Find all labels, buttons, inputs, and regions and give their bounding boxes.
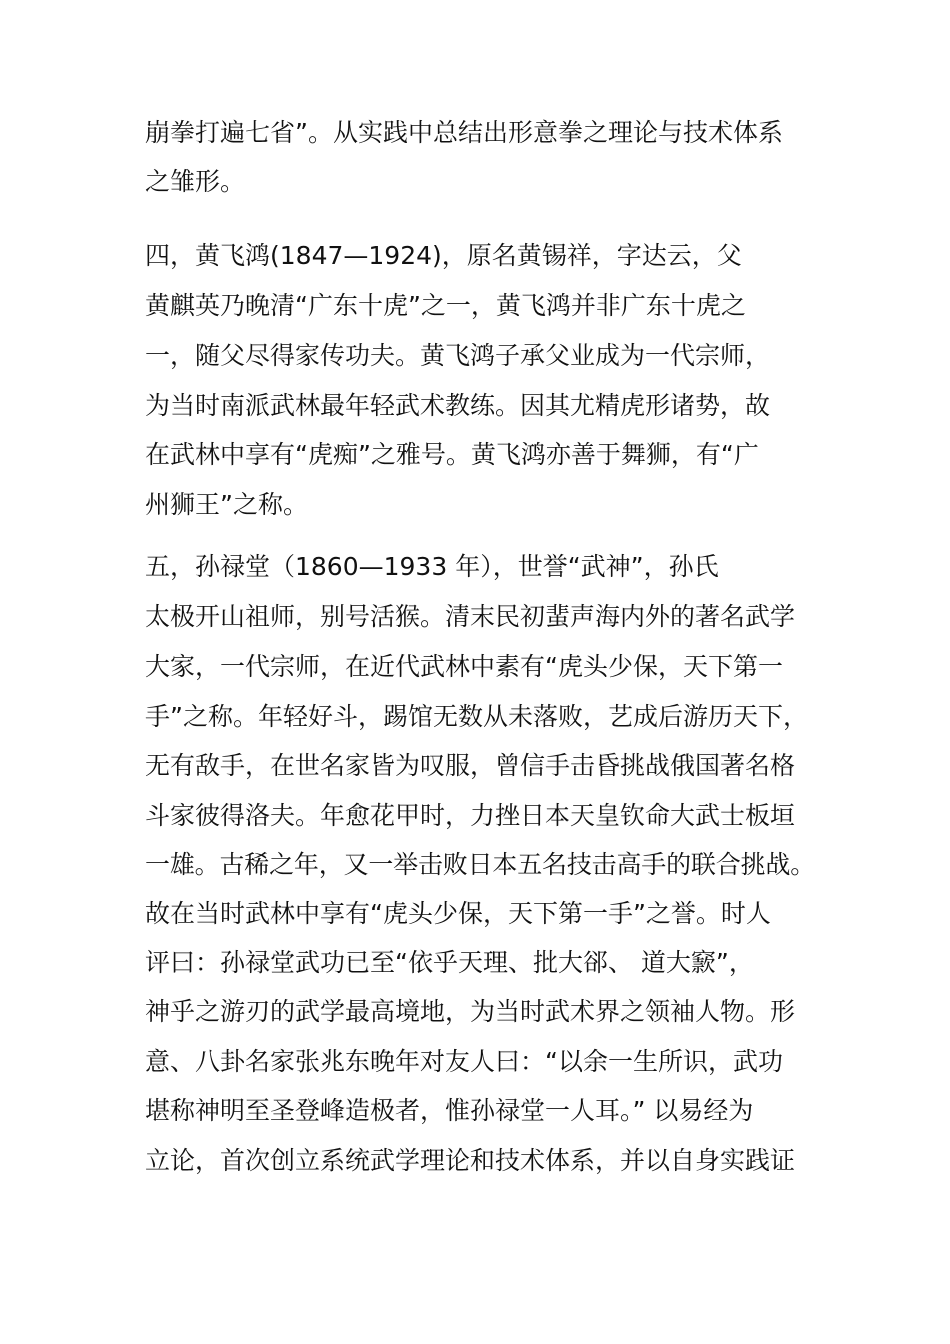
text-line: 为当时南派武林最年轻武术教练。因其尤精虎形诸势，故 (145, 391, 771, 420)
text-line: 太极开山祖师，别号活猴。清末民初蜚声海内外的著名武学 (145, 602, 796, 631)
text-line: 之雏形。 (145, 167, 246, 196)
text-line: 堪称神明至圣登峰造极者，惟孙禄堂一人耳。” 以易经为 (145, 1096, 754, 1125)
text-line: 州狮王”之称。 (145, 490, 308, 519)
text-line: 在武林中享有“虎痴”之雅号。黄飞鸿亦善于舞狮，有“广 (145, 440, 759, 469)
text-line: 大家，一代宗师，在近代武林中素有“虎头少保，天下第一 (145, 652, 783, 681)
text-line: 四，黄飞鸿(1847—1924)，原名黄锡祥，字达云，父 (145, 241, 742, 270)
text-line: 故在当时武林中享有“虎头少保，天下第一手”之誉。时人 (145, 899, 771, 928)
text-line: 五，孙禄堂（1860—1933 年），世誉“武神”，孙氏 (145, 552, 719, 581)
text-line: 无有敌手，在世名家皆为叹服，曾信手击昏挑战俄国著名格 (145, 751, 796, 780)
text-line: 黄麒英乃晚清“广东十虎”之一，黄飞鸿并非广东十虎之 (145, 291, 746, 320)
text-line: 神乎之游刃的武学最高境地，为当时武术界之领袖人物。形 (145, 997, 796, 1026)
text-line: 评曰：孙禄堂武功已至“依乎天理、批大郤、 道大窾”， (145, 948, 754, 977)
text-line: 一，随父尽得家传功夫。黄飞鸿子承父业成为一代宗师， (145, 341, 771, 370)
text-line: 崩拳打遍七省”。从实践中总结出形意拳之理论与技术体系 (145, 118, 783, 147)
text-line: 一雄。古稀之年，又一举击败日本五名技击高手的联合挑战。 (145, 850, 815, 879)
text-line: 立论，首次创立系统武学理论和技术体系，并以自身实践证 (145, 1146, 796, 1175)
text-line: 斗家彼得洛夫。年愈花甲时，力挫日本天皇钦命大武士板垣 (145, 801, 796, 830)
text-line: 手”之称。年轻好斗，踢馆无数从未落败，艺成后游历天下， (145, 702, 808, 731)
text-line: 意、八卦名家张兆东晚年对友人曰：“以余一生所识，武功 (145, 1047, 783, 1076)
